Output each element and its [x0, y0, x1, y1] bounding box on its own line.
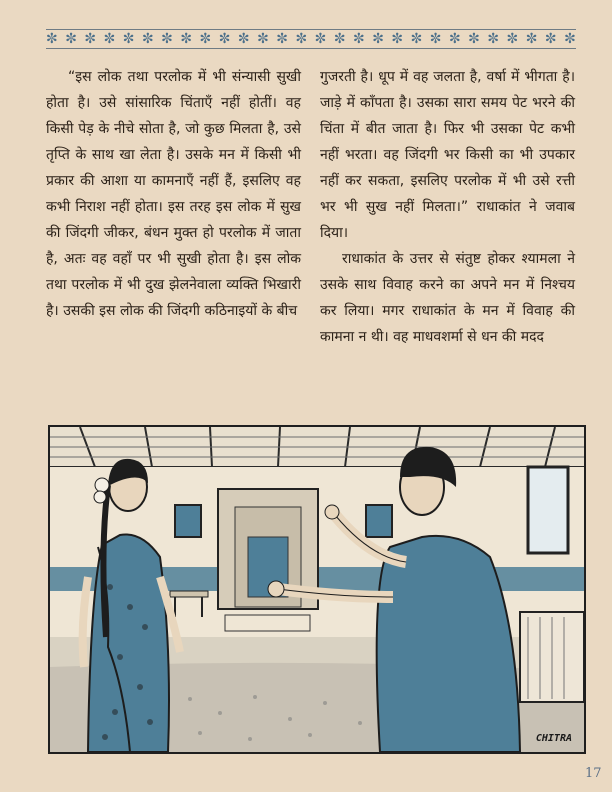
ornament-icon: ✼ [429, 31, 442, 47]
ornament-icon: ✼ [161, 31, 173, 47]
ornament-icon: ✼ [544, 31, 557, 47]
decorative-border [46, 29, 576, 49]
story-paragraph: “इस लोक तथा परलोक में भी संन्यासी सुखी होता है। उसे सांसारिक चिंताएँ नहीं होतीं। वह किसी पेड़ के नीचे सोता है, जो कुछ मिलता है, उसे तृप्ति के साथ खा लेता है। उसके मन में किसी भी प्रकार की आशा या कामनाएँ नहीं हैं, इसलिए वह कभी निराश नहीं होता। इस तरह इस लोक में सुख की जिंदगी जीकर, बंधन मुक्त हो परलोक में जाता है, अतः वह वहाँ पर भी सुखी होता है। इस लोक तथा परलोक में भी दुख झेलनेवाला व्यक्ति भिखारी है। उसकी इस लोक की जिंदगी कठिनाइयों के बीच [46, 69, 301, 319]
ornament-icon: ✼ [410, 31, 423, 47]
text-column-left [46, 64, 301, 324]
ornament-icon: ✼ [468, 31, 480, 47]
ornament-icon: ✼ [122, 31, 135, 47]
ornament-icon: ✼ [295, 31, 308, 47]
ornament-icon: ✼ [141, 31, 154, 47]
ornament-icon: ✼ [333, 31, 346, 47]
ornament-icon: ✼ [506, 31, 519, 47]
illustration-drawing [50, 427, 584, 752]
ornament-icon: ✼ [372, 31, 384, 47]
ornament-icon: ✼ [199, 31, 212, 47]
ornament-icon: ✼ [46, 31, 58, 47]
ornament-icon: ✼ [525, 31, 538, 47]
ornament-icon: ✼ [84, 31, 97, 47]
ornament-icon: ✼ [564, 31, 576, 47]
ornament-icon: ✼ [180, 31, 193, 47]
story-illustration [48, 425, 586, 754]
ornament-icon: ✼ [257, 31, 269, 47]
story-paragraph: राधाकांत के उत्तर से संतुष्ट होकर श्यामला ने उसके साथ विवाह करने का अपने मन में निश्चय कर लिया। मगर राधाकांत के मन में विवाह की कामना न थी। वह माधवशर्मा से धन की मदद [320, 251, 575, 345]
story-paragraph: गुजरती है। धूप में वह जलता है, वर्षा में भीगता है। जाड़े में काँपता है। उसका सारा समय पेट भरने की चिंता में बीत जाता है। फिर भी उसका पेट कभी नहीं भरता। वह जिंदगी भर किसी का भी उपकार नहीं कर सकता, इसलिए परलोक में भी उसे रत्ती भर भी सुख नहीं मिलता।” राधाकांत ने जवाब दिया। [320, 69, 575, 241]
ornament-icon: ✼ [314, 31, 327, 47]
ornament-icon: ✼ [353, 31, 365, 47]
ornament-icon: ✼ [237, 31, 250, 47]
ornament-icon: ✼ [218, 31, 231, 47]
ornament-icon: ✼ [448, 31, 461, 47]
text-column-right [320, 64, 575, 350]
ornament-icon: ✼ [276, 31, 288, 47]
ornament-icon: ✼ [103, 31, 116, 47]
ornament-icon: ✼ [391, 31, 404, 47]
page-number: 17 [585, 766, 602, 781]
ornament-icon: ✼ [65, 31, 77, 47]
artist-signature: CHITRA [535, 733, 572, 744]
ornament-icon: ✼ [487, 31, 500, 47]
